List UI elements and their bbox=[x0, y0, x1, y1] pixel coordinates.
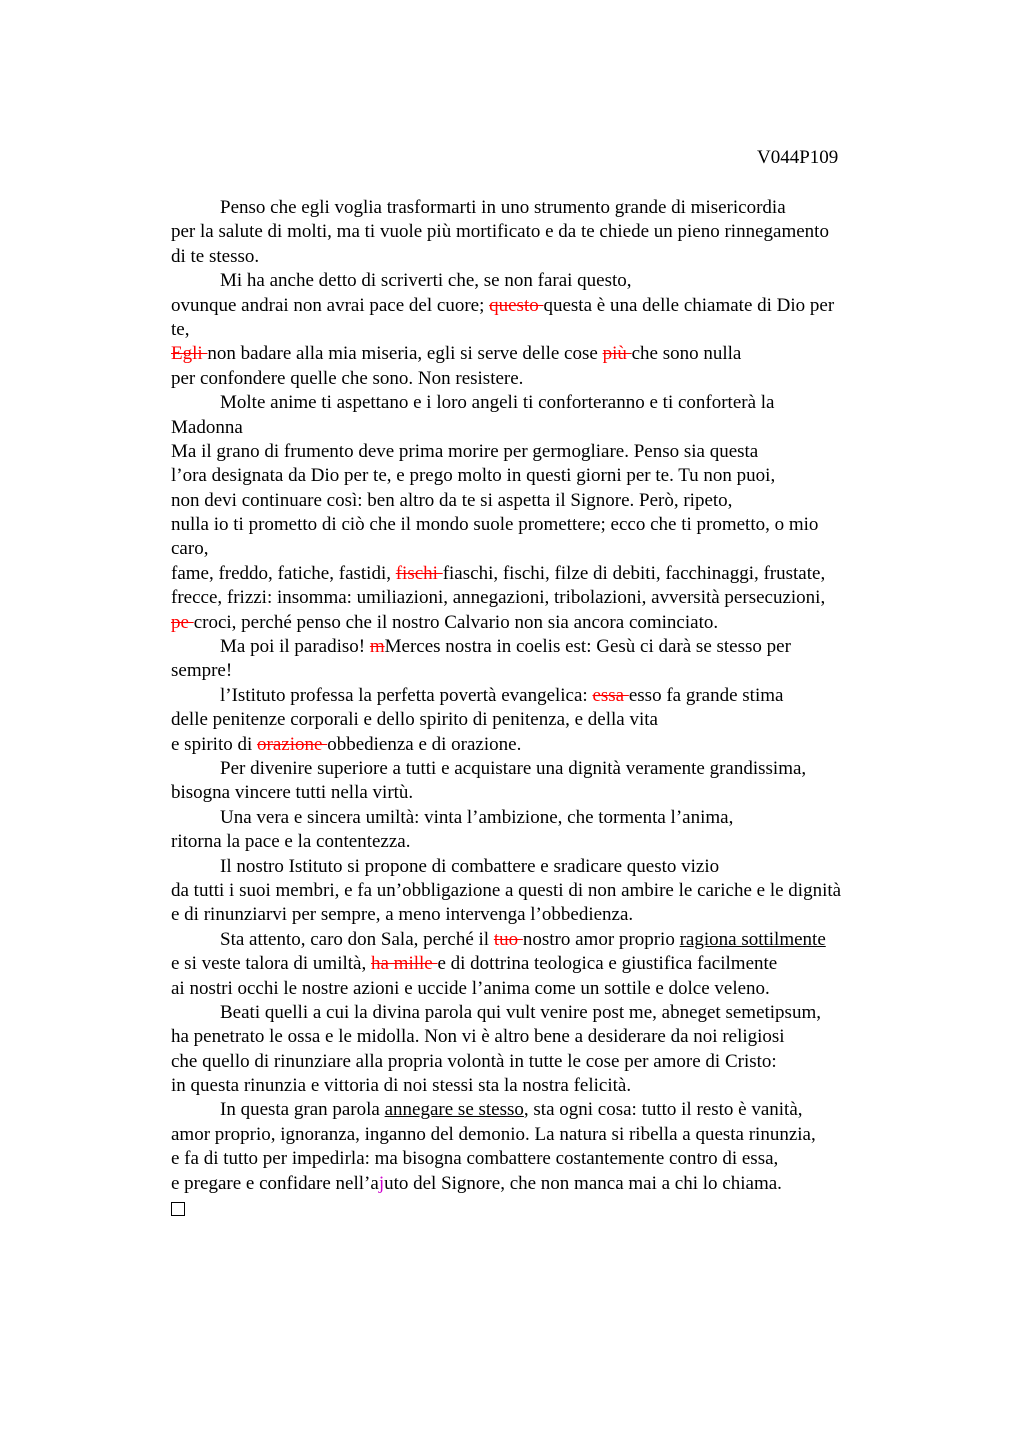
deleted-text: m bbox=[369, 636, 385, 658]
text-segment: che quello di rinunziare alla propria volontà in tutte le cose per amore di Cristo: bbox=[171, 1050, 777, 1072]
text-line bbox=[171, 537, 911, 561]
text-segment: ha penetrato le ossa e le midolla. Non vi è altro bene a desiderare da noi religiosi bbox=[171, 1026, 785, 1048]
text-line bbox=[171, 1050, 911, 1074]
text-segment: Ma il grano di frumento deve prima morire per germogliare. Penso sia questa bbox=[171, 440, 759, 462]
text-line bbox=[171, 342, 911, 366]
text-line bbox=[171, 464, 911, 488]
text-segment: per confondere quelle che sono. Non resistere. bbox=[171, 367, 524, 389]
deleted-text: essa bbox=[592, 684, 629, 706]
text-segment: Per divenire superiore a tutti e acquistare una dignità veramente grandissima, bbox=[220, 757, 807, 779]
text-line bbox=[171, 1123, 911, 1147]
deleted-text: Egli bbox=[171, 343, 208, 365]
text-segment: uto del Signore, che non manca mai a chi lo chiama. bbox=[384, 1172, 782, 1194]
text-segment: esso fa grande stima bbox=[628, 684, 784, 706]
text-segment: obbedienza e di orazione. bbox=[327, 733, 522, 755]
text-line bbox=[171, 562, 911, 586]
deleted-text: più bbox=[602, 343, 632, 365]
text-segment: non badare alla mia miseria, egli si serve delle cose bbox=[207, 343, 603, 365]
text-line bbox=[171, 416, 911, 440]
text-line bbox=[171, 391, 911, 415]
text-segment: e di rinunziarvi per sempre, a meno intervenga l’obbedienza. bbox=[171, 904, 634, 926]
text-line bbox=[171, 977, 911, 1001]
text-line bbox=[171, 196, 911, 220]
text-line bbox=[171, 806, 911, 830]
deleted-text: fischi bbox=[395, 562, 443, 584]
text-segment: ai nostri occhi le nostre azioni e uccide l’anima come un sottile e dolce veleno. bbox=[171, 977, 770, 999]
text-line bbox=[171, 781, 911, 805]
text-segment: nostro amor proprio bbox=[522, 928, 680, 950]
letter-body bbox=[171, 196, 911, 1220]
text-line bbox=[171, 1172, 911, 1196]
end-mark-line bbox=[171, 1196, 911, 1220]
deleted-text: orazione bbox=[257, 733, 328, 755]
text-line bbox=[171, 708, 911, 732]
text-line bbox=[171, 757, 911, 781]
text-line bbox=[171, 294, 911, 318]
text-segment: Molte anime ti aspettano e i loro angeli ti conforteranno e ti conforterà la bbox=[220, 392, 775, 414]
square-end-mark-icon bbox=[171, 1202, 185, 1216]
text-line bbox=[171, 1025, 911, 1049]
underlined-text: ragiona sottilmente bbox=[679, 928, 826, 950]
text-segment: delle penitenze corporali e dello spirito di penitenza, e della vita bbox=[171, 709, 658, 731]
text-segment: sempre! bbox=[171, 660, 233, 682]
page-identifier: V044P109 bbox=[757, 147, 839, 168]
deleted-text: ha mille bbox=[370, 953, 438, 975]
text-segment: e pregare e confidare nell’a bbox=[171, 1172, 379, 1194]
underlined-text: annegare se stesso bbox=[384, 1099, 524, 1121]
text-segment: croci, perché penso che il nostro Calvario non sia ancora cominciato. bbox=[193, 611, 719, 633]
text-segment: e fa di tutto per impedirla: ma bisogna combattere costantemente contro di essa, bbox=[171, 1148, 779, 1170]
text-line bbox=[171, 830, 911, 854]
text-segment: frecce, frizzi: insomma: umiliazioni, annegazioni, tribolazioni, avversità persecuzioni, bbox=[171, 587, 826, 609]
text-line bbox=[171, 513, 911, 537]
text-line bbox=[171, 318, 911, 342]
text-segment: questa è una delle chiamate di Dio per bbox=[543, 294, 835, 316]
text-line bbox=[171, 635, 911, 659]
text-line bbox=[171, 367, 911, 391]
text-line bbox=[171, 733, 911, 757]
text-segment: amor proprio, ignoranza, inganno del demonio. La natura si ribella a questa rinunzia, bbox=[171, 1123, 816, 1145]
text-segment: caro, bbox=[171, 538, 209, 560]
text-segment: per la salute di molti, ma ti vuole più mortificato e da te chiede un pieno rinnegamento bbox=[171, 221, 829, 243]
text-segment: ovunque andrai non avrai pace del cuore; bbox=[171, 294, 490, 316]
text-segment: Una vera e sincera umiltà: vinta l’ambizione, che tormenta l’anima, bbox=[220, 806, 734, 828]
text-line bbox=[171, 659, 911, 683]
text-line bbox=[171, 879, 911, 903]
text-line bbox=[171, 1001, 911, 1025]
text-line bbox=[171, 269, 911, 293]
text-line bbox=[171, 952, 911, 976]
inserted-text: j bbox=[378, 1172, 385, 1194]
text-segment: non devi continuare così: ben altro da te si aspetta il Signore. Però, ripeto, bbox=[171, 489, 733, 511]
text-segment: nulla io ti prometto di ciò che il mondo suole promettere; ecco che ti prometto, o mio bbox=[171, 514, 819, 536]
text-line bbox=[171, 440, 911, 464]
text-segment: fiaschi, fischi, filze di debiti, facchinaggi, frustate, bbox=[442, 562, 826, 584]
text-segment: di te stesso. bbox=[171, 245, 260, 267]
text-segment: Penso che egli voglia trasformarti in uno strumento grande di misericordia bbox=[220, 197, 786, 218]
text-segment: ritorna la pace e la contentezza. bbox=[171, 831, 411, 853]
text-segment: che sono nulla bbox=[631, 343, 742, 365]
text-line bbox=[171, 928, 911, 952]
text-line bbox=[171, 220, 911, 244]
text-line bbox=[171, 611, 911, 635]
text-segment: Il nostro Istituto si propone di combattere e sradicare questo vizio bbox=[220, 855, 720, 877]
text-segment: In questa gran parola bbox=[220, 1099, 385, 1121]
text-line bbox=[171, 1074, 911, 1098]
text-segment: Merces nostra in coelis est: Gesù ci darà se stesso per bbox=[384, 636, 791, 658]
text-segment: l’ora designata da Dio per te, e prego molto in questi giorni per te. Tu non puoi, bbox=[171, 465, 776, 487]
text-segment: da tutti i suoi membri, e fa un’obbligazione a questi di non ambire le cariche e le dignità bbox=[171, 879, 842, 901]
text-line bbox=[171, 855, 911, 879]
text-segment: fame, freddo, fatiche, fastidi, bbox=[171, 562, 396, 584]
deleted-text: tuo bbox=[493, 928, 523, 950]
text-segment: in questa rinunzia e vittoria di noi stessi sta la nostra felicità. bbox=[171, 1075, 632, 1097]
text-segment: e di dottrina teologica e giustifica facilmente bbox=[437, 953, 778, 975]
text-segment: l’Istituto professa la perfetta povertà evangelica: bbox=[220, 684, 593, 706]
text-segment: Beati quelli a cui la divina parola qui vult venire post me, abneget semetipsum, bbox=[220, 1001, 821, 1023]
deleted-text: pe bbox=[171, 611, 194, 633]
text-segment: te, bbox=[171, 318, 190, 340]
text-segment: e si veste talora di umiltà, bbox=[171, 953, 371, 975]
text-segment: Sta attento, caro don Sala, perché il bbox=[220, 928, 494, 950]
text-line bbox=[171, 903, 911, 927]
text-segment: Ma poi il paradiso! bbox=[220, 636, 370, 658]
text-segment: , sta ogni cosa: tutto il resto è vanità, bbox=[523, 1099, 803, 1121]
text-line bbox=[171, 489, 911, 513]
deleted-text: questo bbox=[489, 294, 544, 316]
text-line bbox=[171, 1098, 911, 1122]
text-line bbox=[171, 245, 911, 269]
text-line bbox=[171, 1147, 911, 1171]
text-segment: e spirito di bbox=[171, 733, 258, 755]
text-segment: bisogna vincere tutti nella virtù. bbox=[171, 782, 414, 804]
text-line bbox=[171, 684, 911, 708]
text-segment: Mi ha anche detto di scriverti che, se non farai questo, bbox=[220, 270, 632, 292]
text-segment: Madonna bbox=[171, 416, 243, 438]
text-line bbox=[171, 586, 911, 610]
